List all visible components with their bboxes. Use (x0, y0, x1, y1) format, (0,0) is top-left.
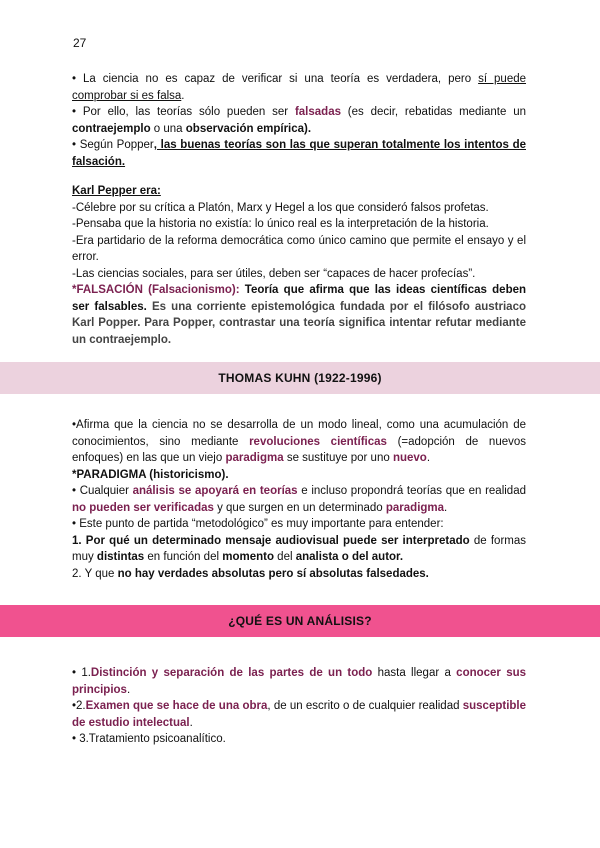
kuhn-point-1: 1. Por qué un determinado mensaje audiovisual puede ser interpretado de formas muy distintas en función del momento del analista o del autor. (72, 534, 527, 563)
popper-line: -Era partidario de la reforma democrática como único camino que permite el ensayo y el error. (72, 234, 526, 263)
popper-line: -Célebre por su crítica a Platón, Marx y Hegel a los que consideró falsos profetas. (72, 201, 489, 214)
kuhn-point-2: 2. Y que no hay verdades absolutas pero sí absolutas falsedades. (72, 567, 429, 580)
analisis-point-3: • 3.Tratamiento psicoanalítico. (72, 733, 226, 745)
karl-popper-section (72, 183, 526, 348)
popper-line: -Las ciencias sociales, para ser útiles, deben ser “capaces de hacer profecías”. (72, 267, 476, 280)
paragraph-falsadas: • Por ello, las teorías sólo pueden ser falsadas (es decir, rebatidas mediante un contraejemplo o una observación empírica). (72, 106, 526, 135)
analisis-section (72, 665, 526, 748)
analisis-point-2: •2.Examen que se hace de una obra, de un escrito o de cualquier realidad susceptible de estudio intelectual. (72, 700, 527, 729)
kuhn-paragraph-method: • Este punto de partida “metodológico” es muy importante para entender: (72, 518, 444, 530)
paragraph-good-theories: • Según Popper, las buenas teorías son las que superan totalmente los intentos de falsación. (72, 139, 526, 168)
kuhn-paradigma-label: *PARADIGMA (historicismo). (72, 468, 229, 481)
kuhn-paragraph-analysis: • Cualquier análisis se apoyará en teorías e incluso propondrá teorías que en realidad no pueden ser verificadas y que surgen en un determinado paradigma. (72, 485, 526, 514)
thomas-kuhn-section (72, 417, 526, 582)
analisis-header-band (0, 605, 600, 637)
thomas-kuhn-title: THOMAS KUHN (1922-1996) (218, 371, 382, 385)
falsacion-definition: *FALSACIÓN (Falsacionismo): Teoría que afirma que las ideas científicas deben ser falsables. Es una corriente epistemológica fundada por el filósofo austriaco Karl Popper. Para Popper, contrastar una teoría significa intentar refutar mediante un contraejemplo. (72, 284, 527, 346)
popper-falsification-section (72, 71, 526, 170)
thomas-kuhn-header-band (0, 362, 600, 394)
kuhn-paragraph-revolutions: •Afirma que la ciencia no se desarrolla de un modo lineal, como una acumulación de conocimientos, sino mediante revoluciones científicas (=adopción de nuevos enfoques) en las que un viejo paradigma se sustituye por uno nuevo. (72, 419, 527, 464)
analisis-point-1: • 1.Distinción y separación de las partes de un todo hasta llegar a conocer sus principios. (72, 667, 527, 696)
popper-line: -Pensaba que la historia no existía: lo único real es la interpretación de la historia. (72, 218, 489, 230)
analisis-title: ¿QUÉ ES UN ANÁLISIS? (228, 614, 372, 628)
page-number: 27 (73, 36, 87, 50)
paragraph-verification: • La ciencia no es capaz de verificar si una teoría es verdadera, pero sí puede comprobar si es falsa. (72, 73, 527, 102)
karl-popper-heading: Karl Pepper era: (72, 185, 161, 197)
